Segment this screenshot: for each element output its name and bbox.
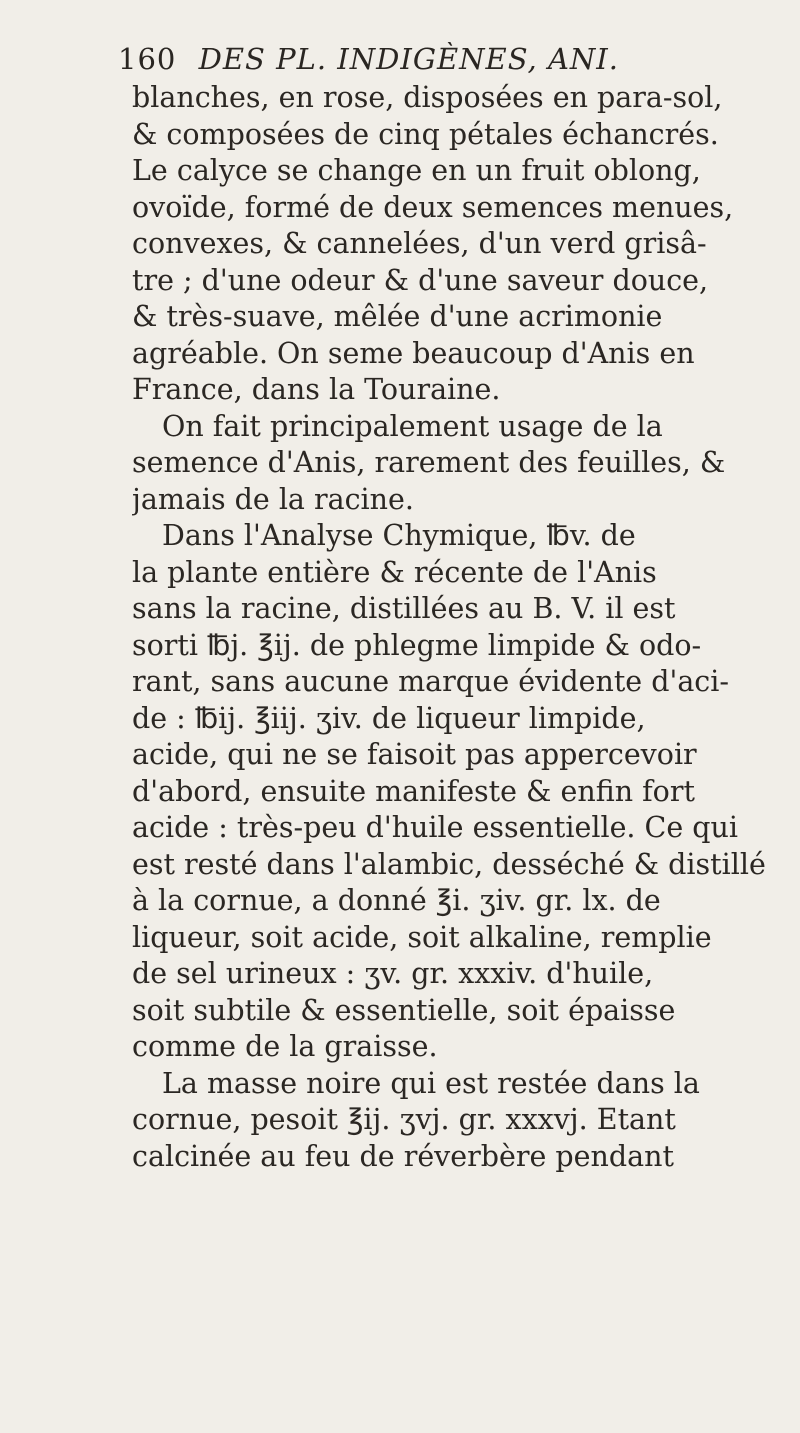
paragraph-start-line: La masse noire qui est restée dans la: [162, 1066, 700, 1100]
text-line: & très-suave, mêlée d'une acrimonie: [132, 300, 663, 333]
text-line: de sel urineux : ʒv. gr. xxxiv. d'huile,: [132, 957, 654, 990]
text-line: à la cornue, a donné ℥i. ʒiv. gr. lx. de: [132, 884, 661, 917]
text-line: cornue, pesoit ℥ij. ʒvj. gr. xxxvj. Etant: [132, 1103, 676, 1136]
text-line: calcinée au feu de réverbère pendant: [132, 1139, 674, 1173]
text-line: agréable. On seme beaucoup d'Anis en: [132, 336, 695, 370]
text-line: acide, qui ne se faisoit pas appercevoir: [132, 738, 697, 771]
running-title: DES PL. INDIGÈNES, ANI.: [198, 42, 619, 76]
text-line: semence d'Anis, rarement des feuilles, &: [132, 446, 726, 479]
text-line: liqueur, soit acide, soit alkaline, remplie: [132, 920, 712, 954]
running-head: [118, 42, 768, 76]
text-line: soit subtile & essentielle, soit épaisse: [132, 993, 676, 1027]
text-line: sorti ℔j. ℥ij. de phlegme limpide & odo-: [132, 628, 702, 662]
text-line: sans la racine, distillées au B. V. il est: [132, 592, 676, 625]
text-line: jamais de la racine.: [132, 482, 414, 516]
text-line: acide : très-peu d'huile essentielle. Ce qui: [132, 811, 739, 844]
page-number: 160: [118, 42, 177, 76]
paragraph-start-line: On fait principalement usage de la: [162, 409, 663, 443]
body-text: [132, 80, 772, 1175]
text-line: d'abord, ensuite manifeste & enfin fort: [132, 774, 695, 808]
text-line: convexes, & cannelées, d'un verd grisâ-: [132, 227, 707, 260]
paragraph-start-line: Dans l'Analyse Chymique, ℔v. de: [162, 519, 636, 552]
text-line: rant, sans aucune marque évidente d'aci-: [132, 665, 730, 698]
text-line: & composées de cinq pétales échancrés.: [132, 117, 719, 151]
text-line: ovoïde, formé de deux semences menues,: [132, 190, 734, 224]
text-line: Le calyce se change en un fruit oblong,: [132, 154, 701, 187]
text-line: de : ℔ij. ℥iij. ʒiv. de liqueur limpide,: [132, 701, 646, 735]
text-line: est resté dans l'alambic, desséché & distillé: [132, 847, 766, 881]
text-line: France, dans la Touraine.: [132, 373, 501, 406]
text-line: tre ; d'une odeur & d'une saveur douce,: [132, 263, 709, 297]
text-line: blanches, en rose, disposées en para-sol,: [132, 81, 723, 114]
text-line: la plante entière & récente de l'Anis: [132, 555, 657, 589]
text-line: comme de la graisse.: [132, 1030, 438, 1063]
